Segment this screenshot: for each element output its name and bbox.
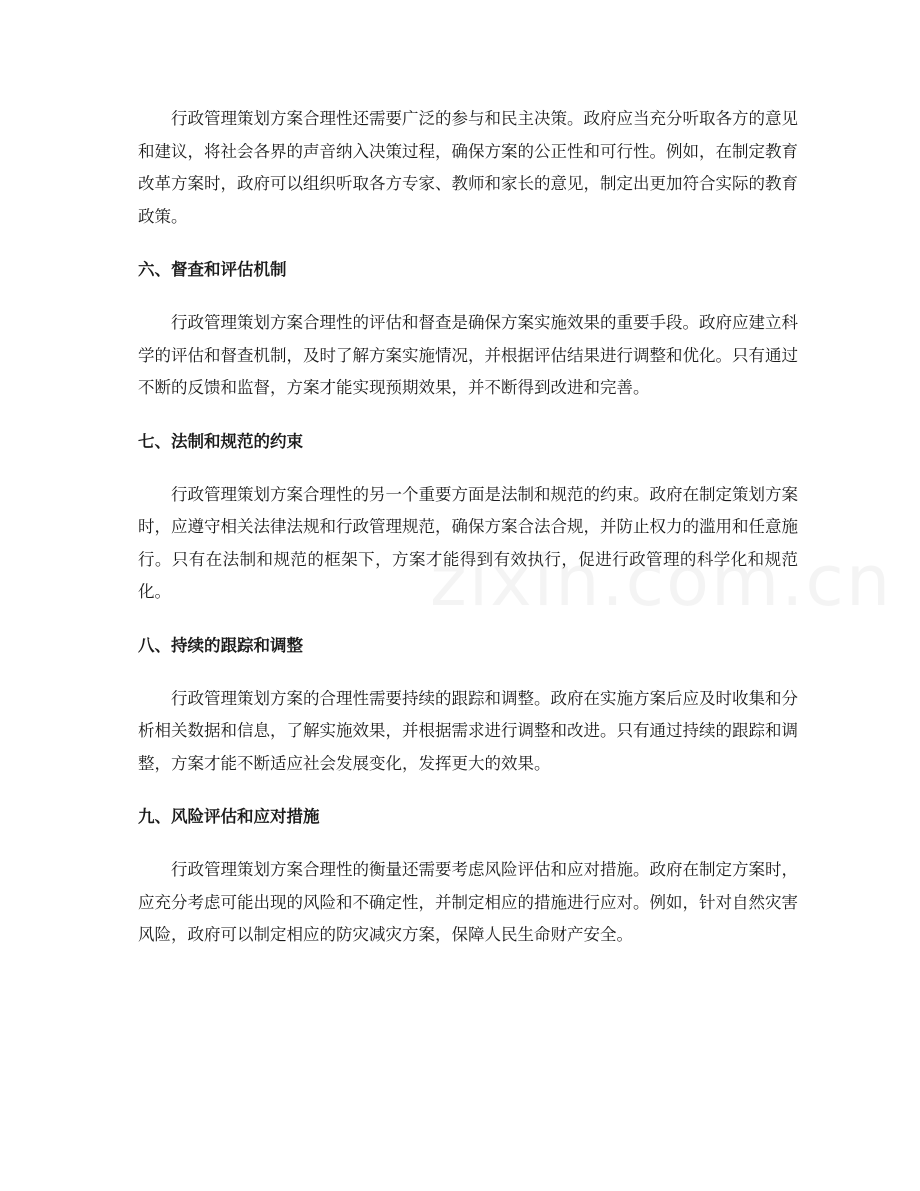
section-heading-9: 九、风险评估和应对措施	[138, 807, 320, 826]
section-heading-8: 八、持续的跟踪和调整	[138, 635, 303, 655]
paragraph: 行政管理策划方案的合理性需要持续的跟踪和调整。政府在实施方案后应及时收集和分析相关数据和信息，了解实施效果，并根据需求进行调整和改进。只有通过持续的跟踪和调整，方案才能不断适应社会发展变化，发挥更大的效果。	[138, 688, 798, 773]
paragraph: 行政管理策划方案合理性还需要广泛的参与和民主决策。政府应当充分听取各方的意见和建议，将社会各界的声音纳入决策过程，确保方案的公正性和可行性。例如，在制定教育改革方案时，政府可以组织听取各方专家、教师和家长的意见，制定出更加符合实际的教育政策。	[138, 109, 798, 226]
paragraph: 行政管理策划方案合理性的评估和督查是确保方案实施效果的重要手段。政府应建立科学的评估和督查机制，及时了解方案实施情况，并根据评估结果进行调整和优化。只有通过不断的反馈和监督，方案才能实现预期效果，并不断得到改进和完善。	[138, 313, 798, 397]
paragraph: 行政管理策划方案合理性的衡量还需要考虑风险评估和应对措施。政府在制定方案时，应充分考虑可能出现的风险和不确定性，并制定相应的措施进行应对。例如，针对自然灾害风险，政府可以制定相应的防灾减灾方案，保障人民生命财产安全。	[138, 860, 798, 944]
section-heading-6: 六、督查和评估机制	[138, 260, 287, 279]
document-body	[138, 103, 798, 952]
paragraph: 行政管理策划方案合理性的另一个重要方面是法制和规范的约束。政府在制定策划方案时，应遵守相关法律法规和行政管理规范，确保方案合法合规，并防止权力的滥用和任意施行。只有在法制和规范的框架下，方案才能得到有效执行，促进行政管理的科学化和规范化。	[138, 484, 798, 601]
section-heading-7: 七、法制和规范的约束	[138, 431, 303, 451]
